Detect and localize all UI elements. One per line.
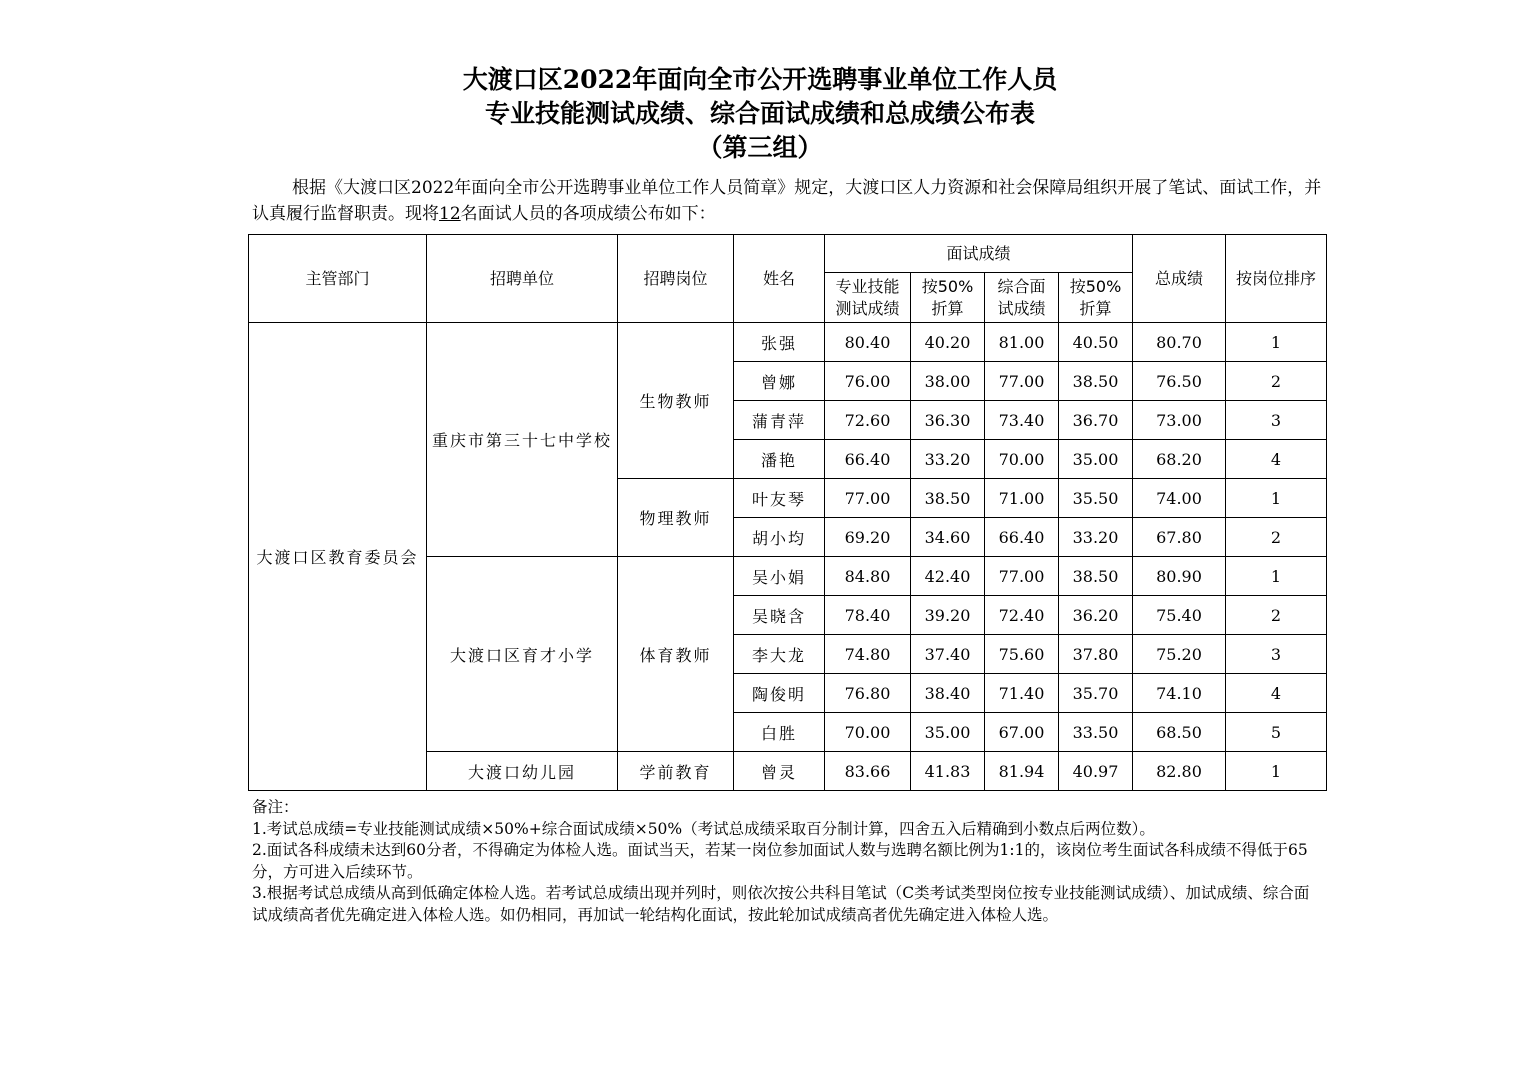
document-title-line3: （第三组） bbox=[697, 133, 823, 162]
cell-rank: 4 bbox=[1226, 440, 1327, 479]
cell-name: 白胜 bbox=[734, 713, 825, 752]
cell-total: 80.70 bbox=[1133, 323, 1226, 362]
cell-interview: 71.00 bbox=[985, 479, 1059, 518]
cell-interview: 77.00 bbox=[985, 557, 1059, 596]
intro-text-after: 名面试人员的各项成绩公布如下： bbox=[460, 204, 716, 224]
cell-interview: 67.00 bbox=[985, 713, 1059, 752]
cell-skill: 69.20 bbox=[825, 518, 911, 557]
cell-name: 李大龙 bbox=[734, 635, 825, 674]
cell-interview-half: 33.20 bbox=[1059, 518, 1133, 557]
document-title-line1: 大渡口区2022年面向全市公开选聘事业单位工作人员 bbox=[462, 65, 1058, 94]
cell-skill: 72.60 bbox=[825, 401, 911, 440]
cell-unit: 大渡口幼儿园 bbox=[427, 752, 618, 791]
cell-rank: 4 bbox=[1226, 674, 1327, 713]
cell-rank: 3 bbox=[1226, 401, 1327, 440]
note-3: 3.根据考试总成绩从高到低确定体检人选。若考试总成绩出现并列时，则依次按公共科目笔试（C类考试类型岗位按专业技能测试成绩）、加试成绩、综合面试成绩高者优先确定进入体检人选。如仍相同，再加试一轮结构化面试，按此轮加试成绩高者优先确定进入体检人选。 bbox=[252, 884, 1310, 924]
cell-skill-half: 33.20 bbox=[911, 440, 985, 479]
cell-interview-half: 35.00 bbox=[1059, 440, 1133, 479]
cell-interview: 77.00 bbox=[985, 362, 1059, 401]
cell-skill-half: 36.30 bbox=[911, 401, 985, 440]
cell-skill: 76.80 bbox=[825, 674, 911, 713]
cell-post: 学前教育 bbox=[618, 752, 734, 791]
score-table bbox=[248, 234, 1427, 791]
cell-name: 张强 bbox=[734, 323, 825, 362]
cell-interview: 71.40 bbox=[985, 674, 1059, 713]
cell-total: 68.50 bbox=[1133, 713, 1226, 752]
cell-interview: 73.40 bbox=[985, 401, 1059, 440]
cell-skill-half: 42.40 bbox=[911, 557, 985, 596]
header-skill-score: 专业技能测试成绩 bbox=[825, 273, 911, 323]
cell-rank: 1 bbox=[1226, 752, 1327, 791]
cell-rank: 1 bbox=[1226, 557, 1327, 596]
cell-skill: 70.00 bbox=[825, 713, 911, 752]
cell-interview-half: 33.50 bbox=[1059, 713, 1133, 752]
cell-name: 潘艳 bbox=[734, 440, 825, 479]
cell-name: 吴晓含 bbox=[734, 596, 825, 635]
intro-text-before: 根据《大渡口区2022年面向全市公开选聘事业单位工作人员简章》规定，大渡口区人力资源和社会保障局组织开展了笔试、面试工作，并认真履行监督职责。现将 bbox=[252, 178, 1322, 224]
header-unit: 招聘单位 bbox=[427, 235, 618, 323]
cell-interview: 75.60 bbox=[985, 635, 1059, 674]
document-title-line2: 专业技能测试成绩、综合面试成绩和总成绩公布表 bbox=[484, 99, 1035, 128]
cell-name: 曾灵 bbox=[734, 752, 825, 791]
cell-total: 75.40 bbox=[1133, 596, 1226, 635]
cell-name: 叶友琴 bbox=[734, 479, 825, 518]
cell-skill-half: 34.60 bbox=[911, 518, 985, 557]
cell-skill-half: 35.00 bbox=[911, 713, 985, 752]
intro-paragraph bbox=[252, 175, 1328, 227]
header-total: 总成绩 bbox=[1133, 235, 1226, 323]
cell-interview: 66.40 bbox=[985, 518, 1059, 557]
notes-section bbox=[252, 797, 1322, 926]
cell-rank: 3 bbox=[1226, 635, 1327, 674]
cell-total: 67.80 bbox=[1133, 518, 1226, 557]
cell-dept: 大渡口区教育委员会 bbox=[249, 323, 427, 791]
cell-skill-half: 38.50 bbox=[911, 479, 985, 518]
cell-total: 80.90 bbox=[1133, 557, 1226, 596]
cell-name: 陶俊明 bbox=[734, 674, 825, 713]
header-interview-group: 面试成绩 bbox=[825, 235, 1133, 273]
cell-skill: 66.40 bbox=[825, 440, 911, 479]
cell-unit: 大渡口区育才小学 bbox=[427, 557, 618, 752]
cell-interview: 72.40 bbox=[985, 596, 1059, 635]
cell-rank: 2 bbox=[1226, 362, 1327, 401]
header-interview-score: 综合面试成绩 bbox=[985, 273, 1059, 323]
cell-rank: 2 bbox=[1226, 596, 1327, 635]
cell-skill-half: 38.40 bbox=[911, 674, 985, 713]
cell-skill: 84.80 bbox=[825, 557, 911, 596]
cell-skill: 77.00 bbox=[825, 479, 911, 518]
header-post: 招聘岗位 bbox=[618, 235, 734, 323]
cell-interview-half: 36.70 bbox=[1059, 401, 1133, 440]
cell-skill: 76.00 bbox=[825, 362, 911, 401]
cell-total: 76.50 bbox=[1133, 362, 1226, 401]
cell-skill: 74.80 bbox=[825, 635, 911, 674]
header-dept: 主管部门 bbox=[249, 235, 427, 323]
cell-interview: 81.00 bbox=[985, 323, 1059, 362]
cell-skill-half: 37.40 bbox=[911, 635, 985, 674]
cell-interview-half: 35.50 bbox=[1059, 479, 1133, 518]
cell-interview-half: 40.97 bbox=[1059, 752, 1133, 791]
cell-interview: 81.94 bbox=[985, 752, 1059, 791]
cell-rank: 1 bbox=[1226, 479, 1327, 518]
cell-skill: 78.40 bbox=[825, 596, 911, 635]
header-interview-half: 按50%折算 bbox=[1059, 273, 1133, 323]
cell-skill-half: 41.83 bbox=[911, 752, 985, 791]
cell-interview-half: 37.80 bbox=[1059, 635, 1133, 674]
cell-name: 蒲青萍 bbox=[734, 401, 825, 440]
cell-skill: 83.66 bbox=[825, 752, 911, 791]
cell-total: 82.80 bbox=[1133, 752, 1226, 791]
cell-total: 74.00 bbox=[1133, 479, 1226, 518]
cell-interview: 70.00 bbox=[985, 440, 1059, 479]
header-skill-half: 按50%折算 bbox=[911, 273, 985, 323]
cell-interview-half: 35.70 bbox=[1059, 674, 1133, 713]
cell-interview-half: 38.50 bbox=[1059, 362, 1133, 401]
cell-rank: 2 bbox=[1226, 518, 1327, 557]
cell-skill: 80.40 bbox=[825, 323, 911, 362]
note-1: 1.考试总成绩=专业技能测试成绩×50%+综合面试成绩×50%（考试总成绩采取百分制计算，四舍五入后精确到小数点后两位数）。 bbox=[252, 819, 1155, 838]
cell-interview-half: 38.50 bbox=[1059, 557, 1133, 596]
note-2: 2.面试各科成绩未达到60分者，不得确定为体检人选。面试当天，若某一岗位参加面试人数与选聘名额比例为1:1的，该岗位考生面试各科成绩不得低于65分，方可进入后续环节。 bbox=[252, 841, 1308, 881]
table-row bbox=[249, 323, 1427, 362]
cell-interview-half: 36.20 bbox=[1059, 596, 1133, 635]
cell-post: 体育教师 bbox=[618, 557, 734, 752]
cell-name: 胡小均 bbox=[734, 518, 825, 557]
cell-name: 吴小娟 bbox=[734, 557, 825, 596]
cell-total: 73.00 bbox=[1133, 401, 1226, 440]
header-rank: 按岗位排序 bbox=[1226, 235, 1327, 323]
intro-count: 12 bbox=[439, 204, 461, 224]
cell-post: 生物教师 bbox=[618, 323, 734, 479]
cell-rank: 5 bbox=[1226, 713, 1327, 752]
cell-unit: 重庆市第三十七中学校 bbox=[427, 323, 618, 557]
cell-total: 68.20 bbox=[1133, 440, 1226, 479]
cell-interview-half: 40.50 bbox=[1059, 323, 1133, 362]
cell-rank: 1 bbox=[1226, 323, 1327, 362]
cell-skill-half: 40.20 bbox=[911, 323, 985, 362]
notes-heading: 备注： bbox=[252, 798, 299, 816]
cell-total: 74.10 bbox=[1133, 674, 1226, 713]
cell-skill-half: 39.20 bbox=[911, 596, 985, 635]
cell-name: 曾娜 bbox=[734, 362, 825, 401]
cell-post: 物理教师 bbox=[618, 479, 734, 557]
header-name: 姓名 bbox=[734, 235, 825, 323]
cell-total: 75.20 bbox=[1133, 635, 1226, 674]
cell-skill-half: 38.00 bbox=[911, 362, 985, 401]
